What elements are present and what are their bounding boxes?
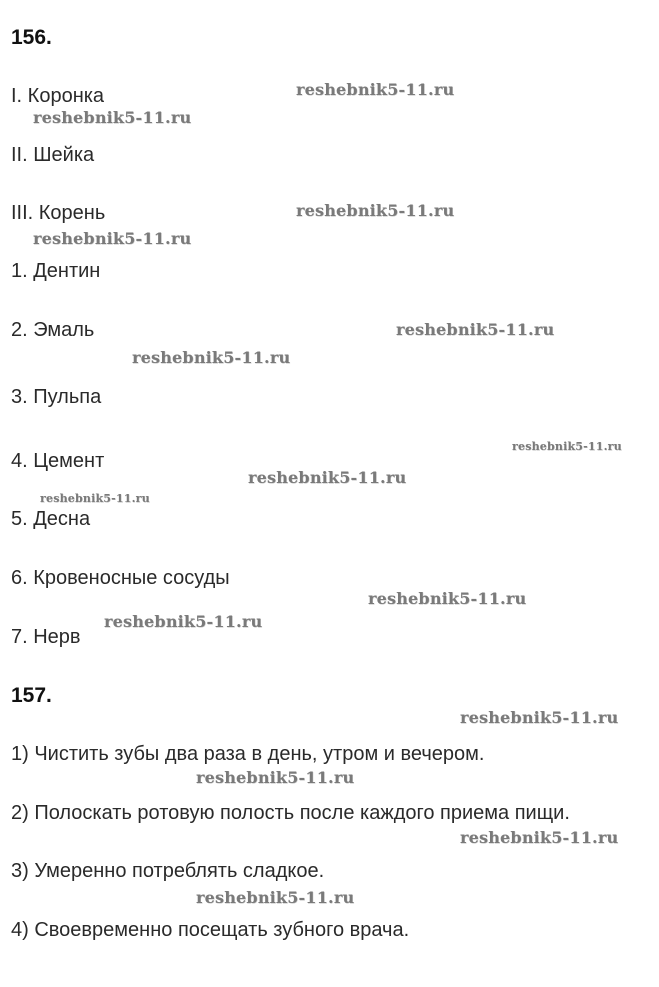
- list-item: 2) Полоскать ротовую полость после каждого приема пищи.: [11, 802, 570, 824]
- section-156-heading: 156.: [11, 26, 52, 49]
- list-item: 7. Нерв: [11, 626, 81, 648]
- list-item: 1. Дентин: [11, 260, 101, 282]
- watermark: reshebnik5-11.ru: [40, 492, 150, 505]
- list-item: 1) Чистить зубы два раза в день, утром и вечером.: [11, 743, 485, 765]
- watermark: reshebnik5-11.ru: [396, 320, 555, 339]
- watermark: reshebnik5-11.ru: [460, 708, 619, 727]
- list-item: 4. Цемент: [11, 450, 105, 472]
- watermark: reshebnik5-11.ru: [104, 612, 263, 631]
- watermark: reshebnik5-11.ru: [296, 80, 455, 99]
- watermark: reshebnik5-11.ru: [368, 589, 527, 608]
- list-item: III. Корень: [11, 202, 106, 224]
- watermark: reshebnik5-11.ru: [33, 229, 192, 248]
- list-item: 6. Кровеносные сосуды: [11, 567, 230, 589]
- watermark: reshebnik5-11.ru: [460, 828, 619, 847]
- list-item: 3. Пульпа: [11, 386, 102, 408]
- watermark: reshebnik5-11.ru: [132, 348, 291, 367]
- list-item: II. Шейка: [11, 144, 95, 166]
- watermark: reshebnik5-11.ru: [248, 468, 407, 487]
- section-157-heading: 157.: [11, 684, 52, 707]
- watermark: reshebnik5-11.ru: [512, 440, 622, 453]
- watermark: reshebnik5-11.ru: [296, 201, 455, 220]
- watermark: reshebnik5-11.ru: [196, 888, 355, 907]
- list-item: 5. Десна: [11, 508, 91, 530]
- list-item: 4) Своевременно посещать зубного врача.: [11, 919, 410, 941]
- list-item: 3) Умеренно потреблять сладкое.: [11, 860, 325, 882]
- watermark: reshebnik5-11.ru: [196, 768, 355, 787]
- list-item: 2. Эмаль: [11, 319, 95, 341]
- list-item: I. Коронка: [11, 85, 105, 107]
- watermark: reshebnik5-11.ru: [33, 108, 192, 127]
